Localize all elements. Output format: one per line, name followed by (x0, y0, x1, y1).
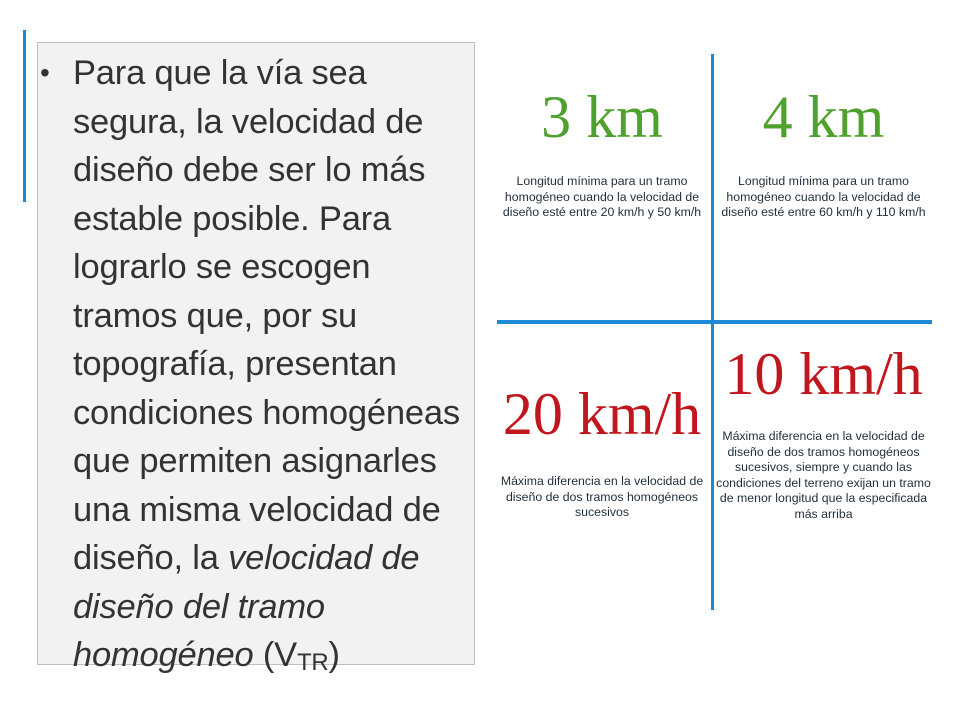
bullet-paragraph (73, 49, 473, 684)
symbol-subscript: TR (296, 649, 329, 676)
paragraph-italic-term: velocidad de diseño del tramo homogéneo (73, 539, 420, 674)
quadrant-value: 4 km (762, 84, 885, 150)
quadrant-max-speed-difference (497, 381, 707, 521)
text-panel (37, 42, 475, 676)
accent-bar (23, 30, 26, 202)
quadrant-value: 10 km/h (724, 341, 923, 407)
quadrant-value: 3 km (541, 84, 663, 150)
quadrant-description: Longitud mínima para un tramo homogéneo cuando la velocidad de diseño esté entre 20 km/h y 50 km/h (502, 174, 702, 220)
vertical-divider (711, 54, 714, 610)
quadrant-min-length-high-speed (715, 84, 932, 221)
symbol-close: ) (328, 636, 340, 674)
quadrant-description: Máxima diferencia en la velocidad de diseño de dos tramos homogéneos sucesivos, siempre y cuando las condiciones del terreno exijan un tramo de menor longitud que la especificada más arriba (716, 429, 931, 521)
quadrant-description: Longitud mínima para un tramo homogéneo cuando la velocidad de diseño esté entre 60 km/h y 110 km/h (721, 174, 926, 220)
paragraph-text: Para que la vía sea segura, la velocidad de diseño debe ser lo más estable posible. Para lograrlo se escogen tramos que, por su topografía, presentan condiciones homogéneas que permiten asignarles una misma velocidad de diseño, la (73, 54, 460, 577)
symbol-open: (V (253, 636, 297, 674)
quadrant-grid (497, 52, 932, 612)
bullet-marker: • (40, 57, 50, 88)
horizontal-divider (497, 320, 932, 324)
quadrant-min-length-low-speed (497, 84, 707, 221)
quadrant-max-speed-difference-short (715, 341, 932, 523)
quadrant-description: Máxima diferencia en la velocidad de diseño de dos tramos homogéneos sucesivos (500, 474, 704, 520)
quadrant-value: 20 km/h (502, 381, 702, 447)
